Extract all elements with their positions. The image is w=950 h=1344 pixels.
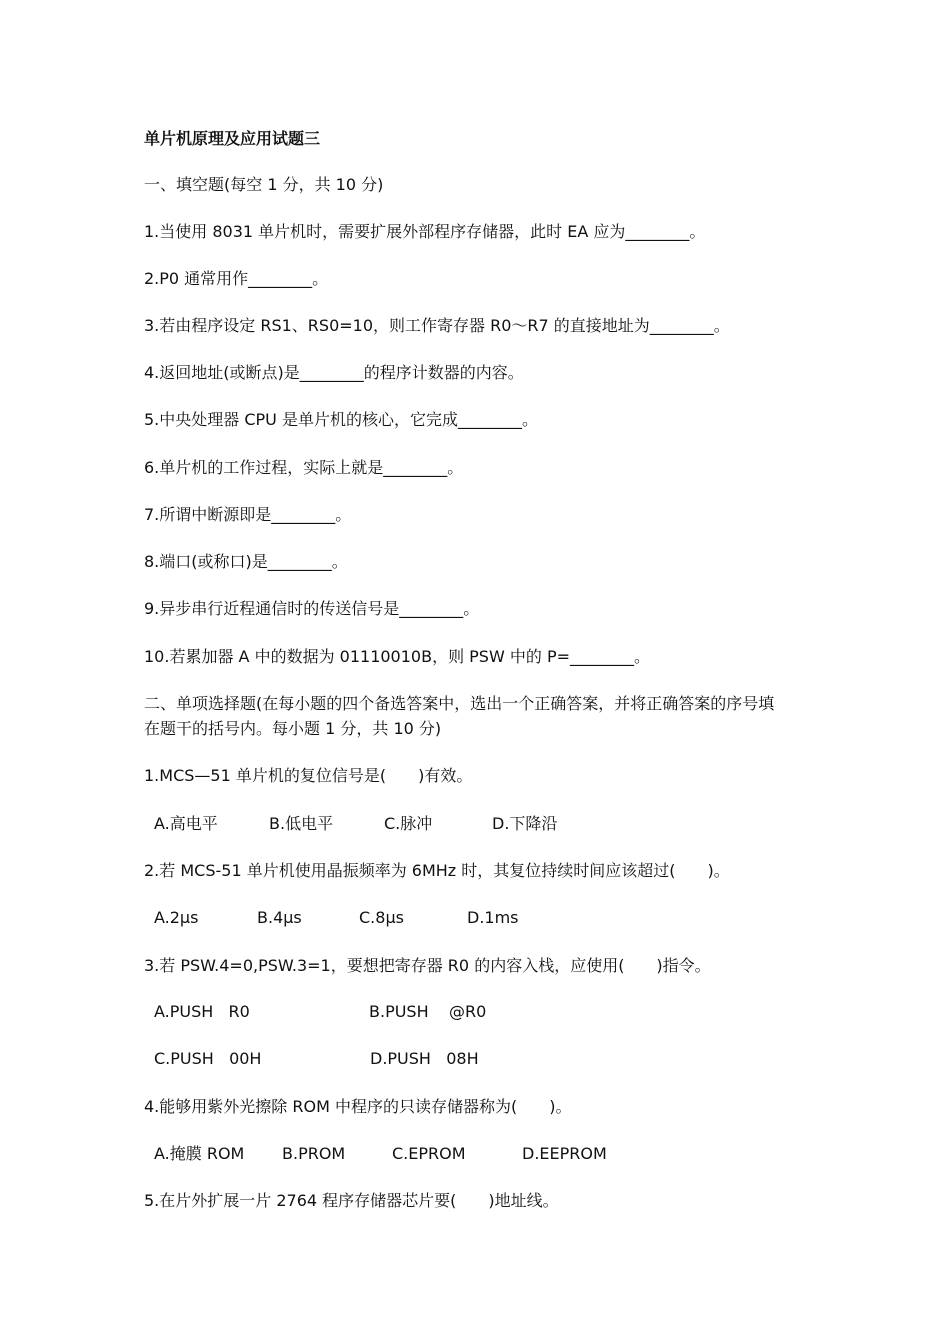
section2-heading-line1: 二、单项选择题(在每小题的四个备选答案中，选出一个正确答案，并将正确答案的序号填 (144, 694, 775, 713)
fill-question-1: 1.当使用 8031 单片机时，需要扩展外部程序存储器，此时 EA 应为________。 (144, 222, 706, 241)
fill-question-9: 9.异步串行近程通信时的传送信号是________。 (144, 599, 480, 618)
fill-question-2: 2.P0 通常用作________。 (144, 269, 329, 288)
q1-option-d: D.下降沿 (492, 814, 558, 833)
page-title: 单片机原理及应用试题三 (144, 129, 321, 148)
q3-option-c: C.PUSH 00H (154, 1049, 262, 1068)
fill-question-5: 5.中央处理器 CPU 是单片机的核心，它完成________。 (144, 410, 538, 429)
q3-option-b: B.PUSH @R0 (369, 1002, 487, 1021)
q4-option-b: B.PROM (282, 1144, 346, 1163)
q1-option-b: B.低电平 (269, 814, 334, 833)
fill-question-6: 6.单片机的工作过程，实际上就是________。 (144, 458, 464, 477)
q4-option-c: C.EPROM (392, 1144, 466, 1163)
section1-heading: 一、填空题(每空 1 分，共 10 分) (144, 175, 384, 194)
choice-question-1: 1.MCS—51 单片机的复位信号是( )有效。 (144, 766, 473, 785)
fill-question-7: 7.所谓中断源即是________。 (144, 505, 352, 524)
q2-option-c: C.8μs (359, 908, 404, 927)
q3-option-d: D.PUSH 08H (370, 1049, 479, 1068)
fill-question-3: 3.若由程序设定 RS1、RS0=10，则工作寄存器 R0～R7 的直接地址为________。 (144, 316, 730, 335)
q4-option-a: A.掩膜 ROM (154, 1144, 245, 1163)
choice-question-5: 5.在片外扩展一片 2764 程序存储器芯片要( )地址线。 (144, 1191, 559, 1210)
q3-option-a: A.PUSH R0 (154, 1002, 250, 1021)
q2-option-b: B.4μs (257, 908, 302, 927)
q2-option-d: D.1ms (467, 908, 519, 927)
q1-option-a: A.高电平 (154, 814, 218, 833)
q2-option-a: A.2μs (154, 908, 199, 927)
choice-question-3: 3.若 PSW.4=0,PSW.3=1，要想把寄存器 R0 的内容入栈，应使用( )指令。 (144, 956, 711, 975)
section2-heading-line2: 在题干的括号内。每小题 1 分，共 10 分) (144, 719, 442, 738)
choice-question-4: 4.能够用紫外光擦除 ROM 中程序的只读存储器称为( )。 (144, 1097, 572, 1116)
q1-option-c: C.脉冲 (384, 814, 433, 833)
q4-option-d: D.EEPROM (522, 1144, 607, 1163)
fill-question-8: 8.端口(或称口)是________。 (144, 552, 348, 571)
fill-question-4: 4.返回地址(或断点)是________的程序计数器的内容。 (144, 363, 524, 382)
fill-question-10: 10.若累加器 A 中的数据为 01110010B，则 PSW 中的 P=________。 (144, 647, 651, 666)
choice-question-2: 2.若 MCS-51 单片机使用晶振频率为 6MHz 时，其复位持续时间应该超过( )。 (144, 861, 730, 880)
